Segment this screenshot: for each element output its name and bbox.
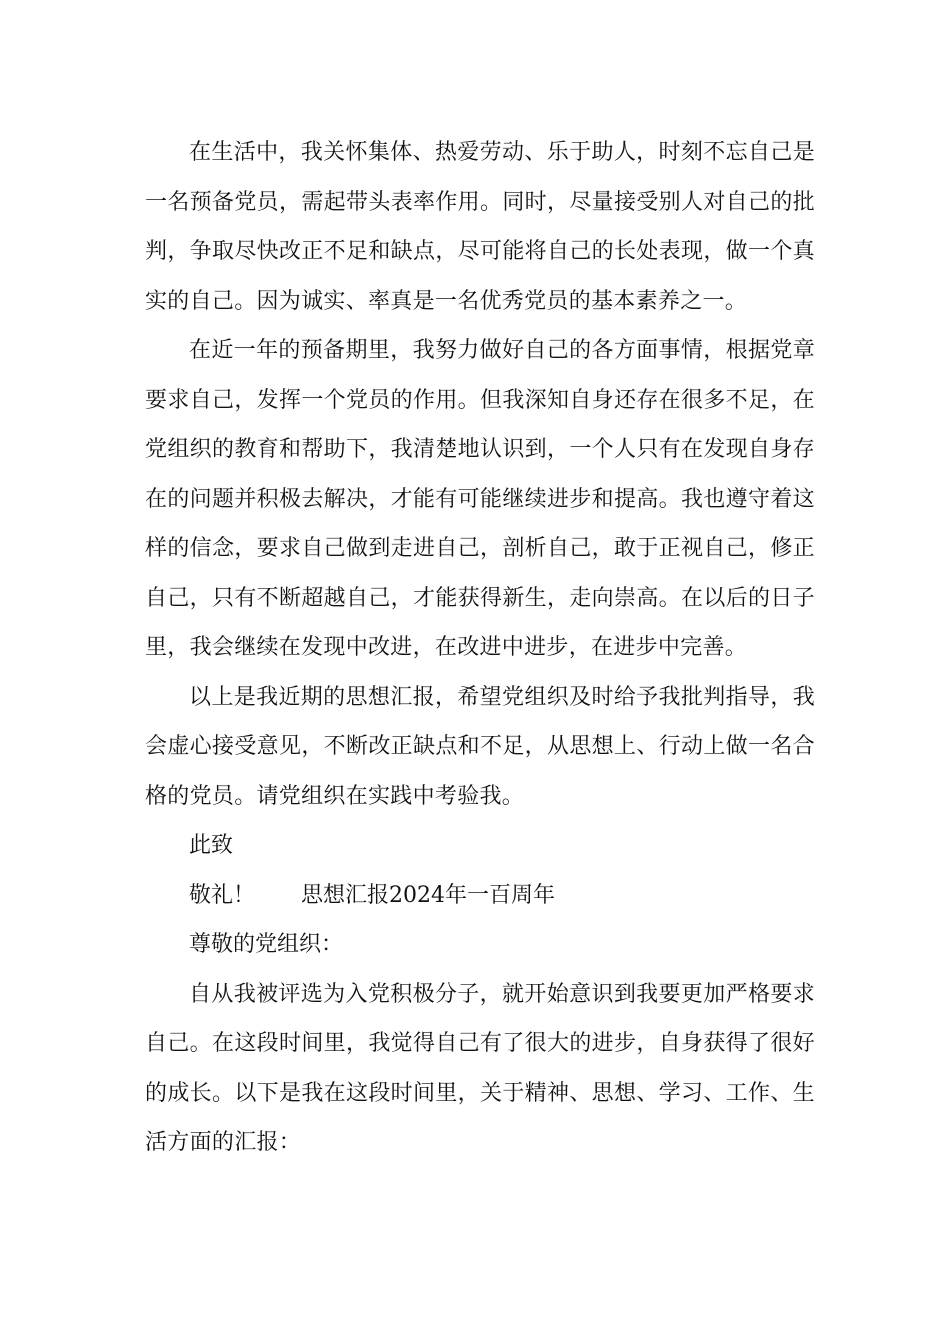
paragraph-summary: 以上是我近期的思想汇报，希望党组织及时给予我批判指导，我会虚心接受意见，不断改正缺点和不足，从思想上、行动上做一名合格的党员。请党组织在实践中考验我。 <box>145 684 815 809</box>
document-body <box>145 128 815 1168</box>
closing-line: 此致 <box>189 833 234 858</box>
paragraph-life: 在生活中，我关怀集体、热爱劳动、乐于助人，时刻不忘自己是一名预备党员，需起带头表率作用。同时，尽量接受别人对自己的批判，争取尽快改正不足和缺点，尽可能将自己的长处表现，做一个真实的自己。因为诚实、率真是一名优秀党员的基本素养之一。 <box>145 140 815 314</box>
paragraph-probation: 在近一年的预备期里，我努力做好自己的各方面事情，根据党章要求自己，发挥一个党员的作用。但我深知自身还存在很多不足，在党组织的教育和帮助下，我清楚地认识到，一个人只有在发现自身存在的问题并积极去解决，才能有可能继续进步和提高。我也遵守着这样的信念，要求自己做到走进自己，剖析自己，敢于正视自己，修正自己，只有不断超越自己，才能获得新生，走向崇高。在以后的日子里，我会继续在发现中改进，在改进中进步，在进步中完善。 <box>145 338 815 660</box>
next-report-title: 思想汇报2024年一百周年 <box>301 882 556 908</box>
paragraph-intro: 自从我被评选为入党积极分子，就开始意识到我要更加严格要求自己。在这段时间里，我觉得自己有了很大的进步，自身获得了很好的成长。以下是我在这段时间里，关于精神、思想、学习、工作、生活方面的汇报： <box>145 981 815 1155</box>
greeting-line: 尊敬的党组织： <box>189 932 344 957</box>
salute-line <box>145 871 815 921</box>
salute-text: 敬礼！ <box>189 882 256 908</box>
